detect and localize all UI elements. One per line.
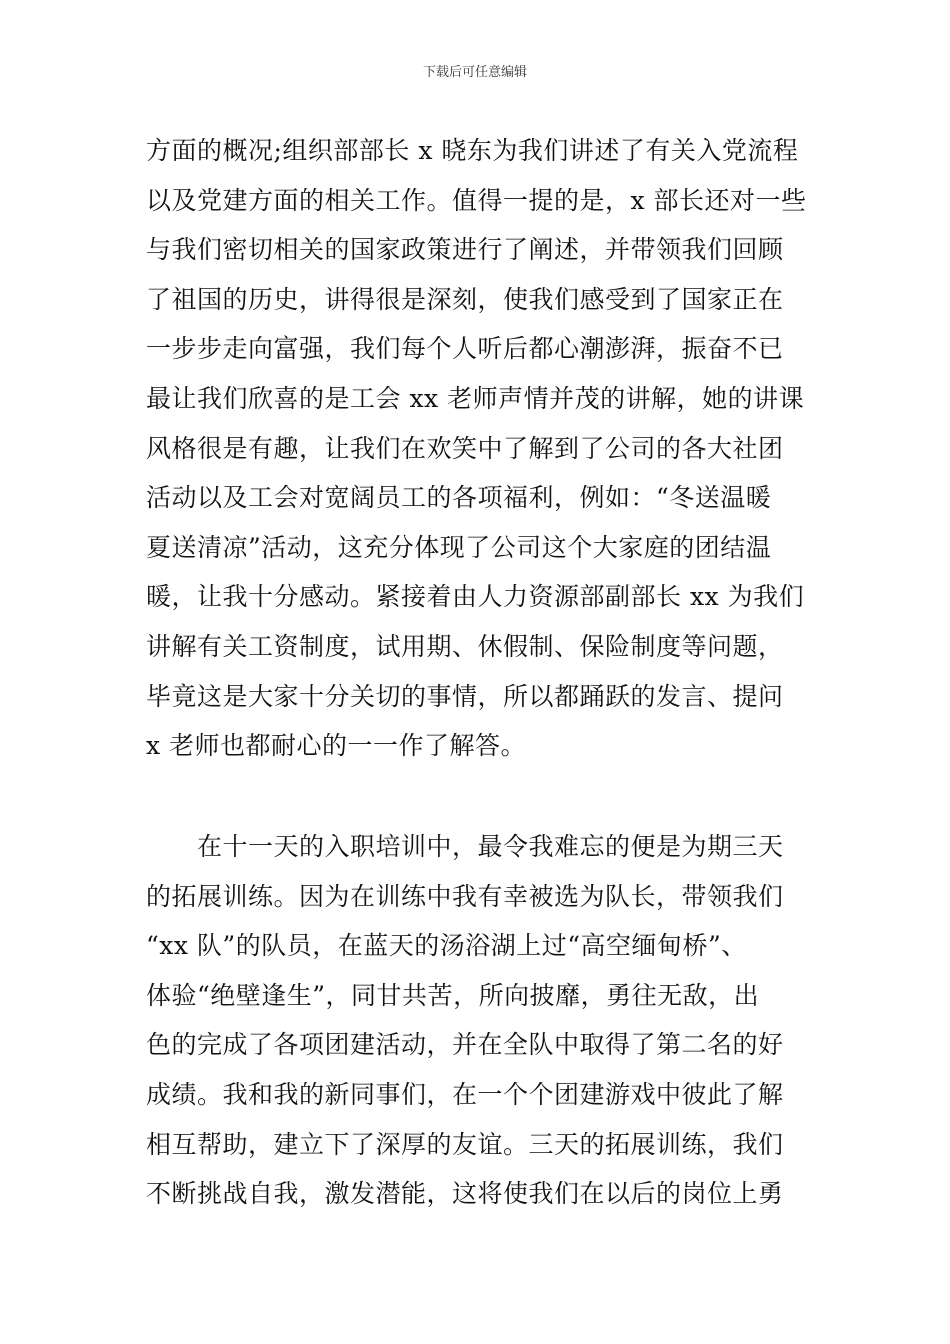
text-line: 风格很是有趣，让我们在欢笑中了解到了公司的各大社团	[146, 433, 784, 463]
paragraph-2	[146, 822, 806, 1219]
text-line: 在十一天的入职培训中，最令我难忘的便是为期三天	[146, 832, 784, 861]
text-line: 的拓展训练。因为在训练中我有幸被选为队长，带领我们	[146, 881, 784, 911]
text-line: 不断挑战自我，激发潜能，这将使我们在以后的岗位上勇	[146, 1179, 784, 1209]
text-line: 毕竟这是大家十分关切的事情，所以都踊跃的发言、提问	[146, 681, 784, 711]
text-line: 了祖国的历史，讲得很是深刻，使我们感受到了国家正在	[146, 284, 784, 314]
text-line: 一步步走向富强，我们每个人听后都心潮澎湃，振奋不已	[146, 334, 784, 364]
text-line: 色的完成了各项团建活动，并在全队中取得了第二名的好	[146, 1030, 784, 1060]
text-line: 与我们密切相关的国家政策进行了阐述，并带领我们回顾	[146, 235, 784, 265]
text-line: 成绩。我和我的新同事们，在一个个团建游戏中彼此了解	[146, 1079, 784, 1109]
text-line: x 老师也都耐心的一一作了解答。	[146, 731, 527, 761]
text-line: 相互帮助，建立下了深厚的友谊。三天的拓展训练，我们	[146, 1129, 784, 1159]
text-line: 方面的概况;组织部部长 x 晓东为我们讲述了有关入党流程	[146, 136, 799, 165]
text-line: 活动以及工会对宽阔员工的各项福利，例如：“冬送温暖	[146, 483, 772, 513]
text-line: 讲解有关工资制度，试用期、休假制、保险制度等问题，	[146, 631, 784, 661]
paragraph-1	[146, 126, 806, 771]
text-line: 暖，让我十分感动。紧接着由人力资源部副部长 xx 为我们	[146, 582, 805, 612]
text-line: 夏送清凉”活动，这充分体现了公司这个大家庭的团结温	[146, 532, 772, 562]
text-line: “xx 队”的队员，在蓝天的汤浴湖上过“高空缅甸桥”、	[146, 931, 747, 961]
page-header: 下载后可任意编辑	[422, 65, 527, 80]
text-line: 以及党建方面的相关工作。值得一提的是，x 部长还对一些	[146, 185, 807, 215]
text-line: 最让我们欣喜的是工会 xx 老师声情并茂的讲解，她的讲课	[146, 383, 805, 413]
text-line: 体验“绝壁逢生”，同甘共苦，所向披靡，勇往无敌，出	[146, 980, 760, 1010]
